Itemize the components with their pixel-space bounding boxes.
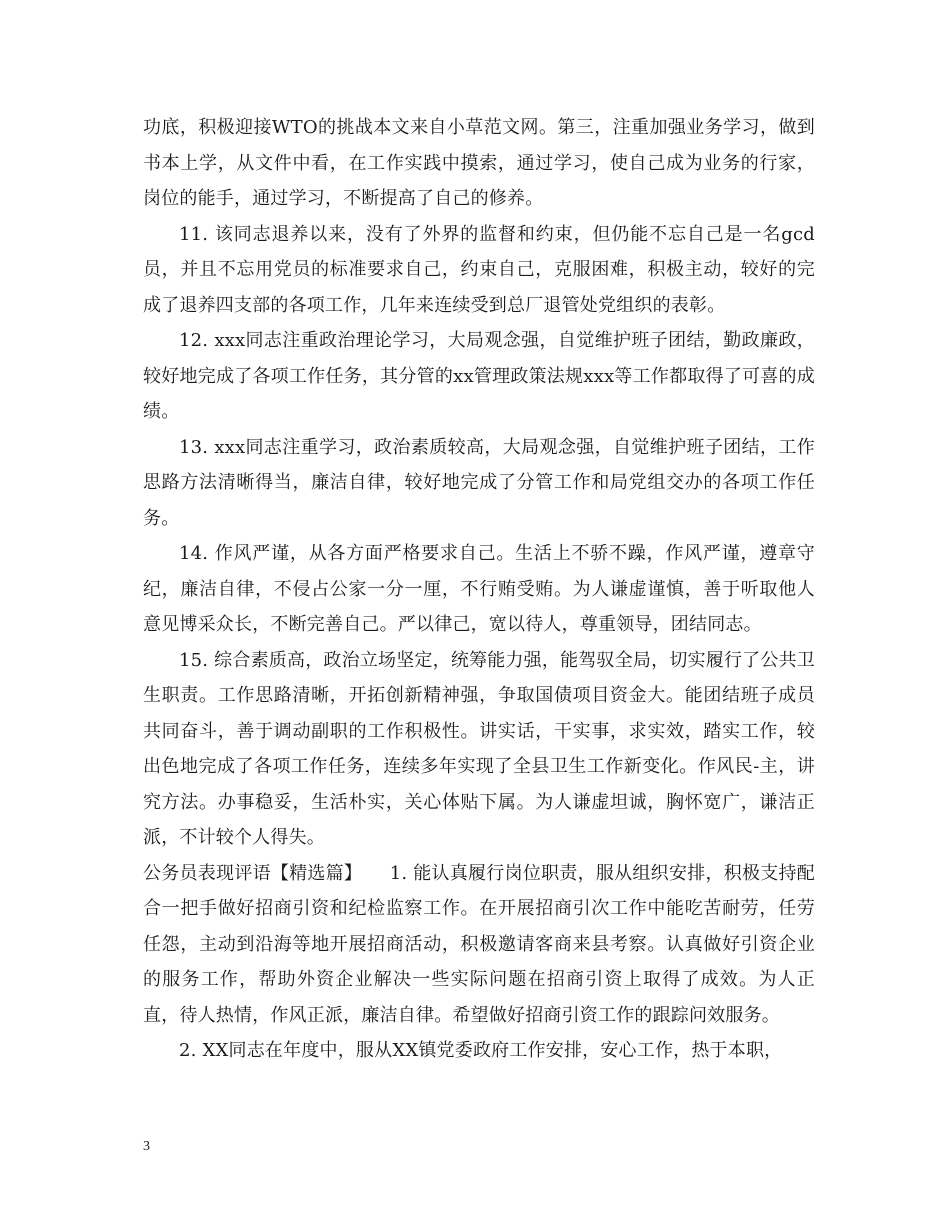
paragraph-featured-heading: 公务员表现评语【精选篇】 1. 能认真履行岗位职责，服从组织安排，积极支持配合一把手做好招商引资和纪检监察工作。在开展招商引次工作中能吃苦耐劳，任劳任怨，主动到沿海等地开展招商活动，积极邀请客商来县考察。认真做好引资企业的服务工作，帮助外资企业解决一些实际问题在招商引资上取得了成效。为人正直，待人热情，作风正派，廉洁自律。希望做好招商引资工作的跟踪问效服务。	[143, 862, 815, 1026]
page-number: 3	[143, 1139, 150, 1154]
paragraph-continuation: 功底，积极迎接WTO的挑战本文来自小草范文网。第三，注重加强业务学习，做到书本上学，从文件中看，在工作实践中摸索，通过学习，使自己成为业务的行家，岗位的能手，通过学习，不断提高了自己的修养。	[143, 117, 815, 209]
paragraph-item-2: 2. XX同志在年度中，服从XX镇党委政府工作安排，安心工作，热于本职，	[179, 1040, 783, 1061]
paragraph-item-11: 11. 该同志退养以来，没有了外界的监督和约束，但仍能不忘自己是一名gcd员，并且不忘用党员的标准要求自己，约束自己，克服困难，积极主动，较好的完成了退养四支部的各项工作，几年来连续受到总厂退管处党组织的表彰。	[143, 223, 815, 316]
paragraph-item-13: 13. xxx同志注重学习，政治素质较高，大局观念强，自觉维护班子团结，工作思路方法清晰得当，廉洁自律，较好地完成了分管工作和局党组交办的各项工作任务。	[143, 436, 815, 529]
paragraph-item-15: 15. 综合素质高，政治立场坚定，统筹能力强，能驾驭全局，切实履行了公共卫生职责。工作思路清晰，开拓创新精神强，争取国债项目资金大。能团结班子成员共同奋斗，善于调动副职的工作积极性。讲实话，干实事，求实效，踏实工作，较出色地完成了各项工作任务，连续多年实现了全县卫生工作新变化。作风民-主，讲究方法。办事稳妥，生活朴实，关心体贴下属。为人谦虚坦诚，胸怀宽广，谦洁正派，不计较个人得失。	[143, 649, 815, 848]
paragraph-item-14: 14. 作风严谨，从各方面严格要求自己。生活上不骄不躁，作风严谨，遵章守纪，廉洁自律，不侵占公家一分一厘，不行贿受贿。为人谦虚谨慎，善于听取他人意见博采众长，不断完善自己。严以律己，宽以待人，尊重领导，团结同志。	[143, 543, 815, 635]
paragraph-item-12: 12. xxx同志注重政治理论学习，大局观念强，自觉维护班子团结，勤政廉政，较好地完成了各项工作任务，其分管的xx管理政策法规xxx等工作都取得了可喜的成绩。	[143, 330, 815, 422]
document-body	[143, 110, 815, 1069]
